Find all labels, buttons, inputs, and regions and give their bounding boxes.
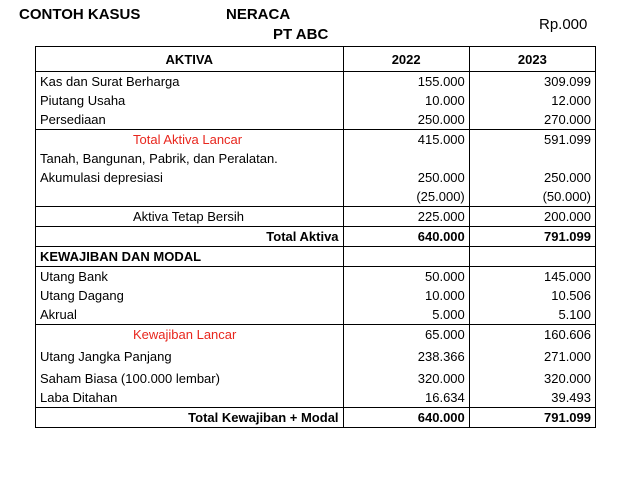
bank-loan-2022: 50.000 (425, 269, 465, 284)
total-current-assets-2022: 415.000 (417, 132, 465, 147)
table-header-row (36, 47, 596, 72)
common-stock-2023: 320.000 (544, 371, 591, 386)
table-row (36, 267, 596, 325)
accruals-2022: 5.000 (432, 307, 465, 322)
accounts-payable-label: Utang Dagang (40, 288, 124, 303)
retained-earnings-label: Laba Ditahan (40, 390, 118, 405)
total-liabilities-equity-2022: 640.000 (343, 408, 469, 428)
cash-2022: 155.000 (417, 74, 465, 89)
company-name: PT ABC (273, 26, 329, 43)
currency-unit: Rp.000 (539, 16, 588, 33)
balance-sheet-table (35, 46, 596, 428)
retained-earnings-2022: 16.634 (425, 390, 465, 405)
accounts-payable-2023: 10.506 (551, 288, 591, 303)
receivables-2022: 10.000 (425, 93, 465, 108)
inventory-2023: 270.000 (544, 112, 591, 127)
table-row (36, 408, 596, 428)
fixed-assets-2023: 250.000 (544, 170, 591, 185)
current-liabilities-2023: 160.606 (544, 327, 591, 342)
table-row (36, 130, 596, 207)
current-liabilities-label: Kewajiban Lancar (133, 327, 237, 342)
cash-2023: 309.099 (544, 74, 591, 89)
accruals-label: Akrual (40, 307, 77, 322)
net-fixed-assets-2023: 200.000 (544, 209, 591, 224)
liabilities-heading: KEWAJIBAN DAN MODAL (36, 247, 344, 267)
fixed-assets-label: Tanah, Bangunan, Pabrik, dan Peralatan. (40, 151, 278, 166)
table-row (36, 207, 596, 227)
inventory-label: Persediaan (40, 112, 106, 127)
total-current-assets-2023: 591.099 (544, 132, 591, 147)
cash-label: Kas dan Surat Berharga (40, 74, 180, 89)
total-liabilities-equity-2023: 791.099 (469, 408, 595, 428)
long-term-debt-2023: 271.000 (544, 349, 591, 364)
total-liabilities-equity-label: Total Kewajiban + Modal (36, 408, 344, 428)
col-header-2023: 2023 (469, 47, 595, 72)
table-row (36, 325, 596, 408)
table-row (36, 227, 596, 247)
net-fixed-assets-2022: 225.000 (417, 209, 465, 224)
col-header-aktiva: AKTIVA (36, 47, 344, 72)
common-stock-2022: 320.000 (417, 371, 465, 386)
bank-loan-2023: 145.000 (544, 269, 591, 284)
depreciation-2023: (50.000) (542, 189, 591, 204)
accruals-2023: 5.100 (558, 307, 591, 322)
col-header-2022: 2022 (343, 47, 469, 72)
net-fixed-assets-label: Aktiva Tetap Bersih (133, 209, 245, 224)
common-stock-label: Saham Biasa (100.000 lembar) (40, 371, 220, 386)
long-term-debt-2022: 238.366 (417, 349, 465, 364)
accounts-payable-2022: 10.000 (425, 288, 465, 303)
receivables-2023: 12.000 (551, 93, 591, 108)
total-current-assets-label: Total Aktiva Lancar (133, 132, 243, 147)
depreciation-2022: (25.000) (416, 189, 465, 204)
retained-earnings-2023: 39.493 (551, 390, 591, 405)
report-title: NERACA (226, 6, 291, 23)
receivables-label: Piutang Usaha (40, 93, 126, 108)
current-liabilities-2022: 65.000 (425, 327, 465, 342)
depreciation-label: Akumulasi depresiasi (40, 170, 163, 185)
fixed-assets-2022: 250.000 (417, 170, 465, 185)
total-assets-2023: 791.099 (469, 227, 595, 247)
long-term-debt-label: Utang Jangka Panjang (40, 349, 172, 364)
bank-loan-label: Utang Bank (40, 269, 108, 284)
total-assets-label: Total Aktiva (36, 227, 344, 247)
inventory-2022: 250.000 (417, 112, 465, 127)
table-row (36, 72, 596, 130)
case-label: CONTOH KASUS (19, 6, 141, 23)
table-row (36, 247, 596, 267)
total-assets-2022: 640.000 (343, 227, 469, 247)
